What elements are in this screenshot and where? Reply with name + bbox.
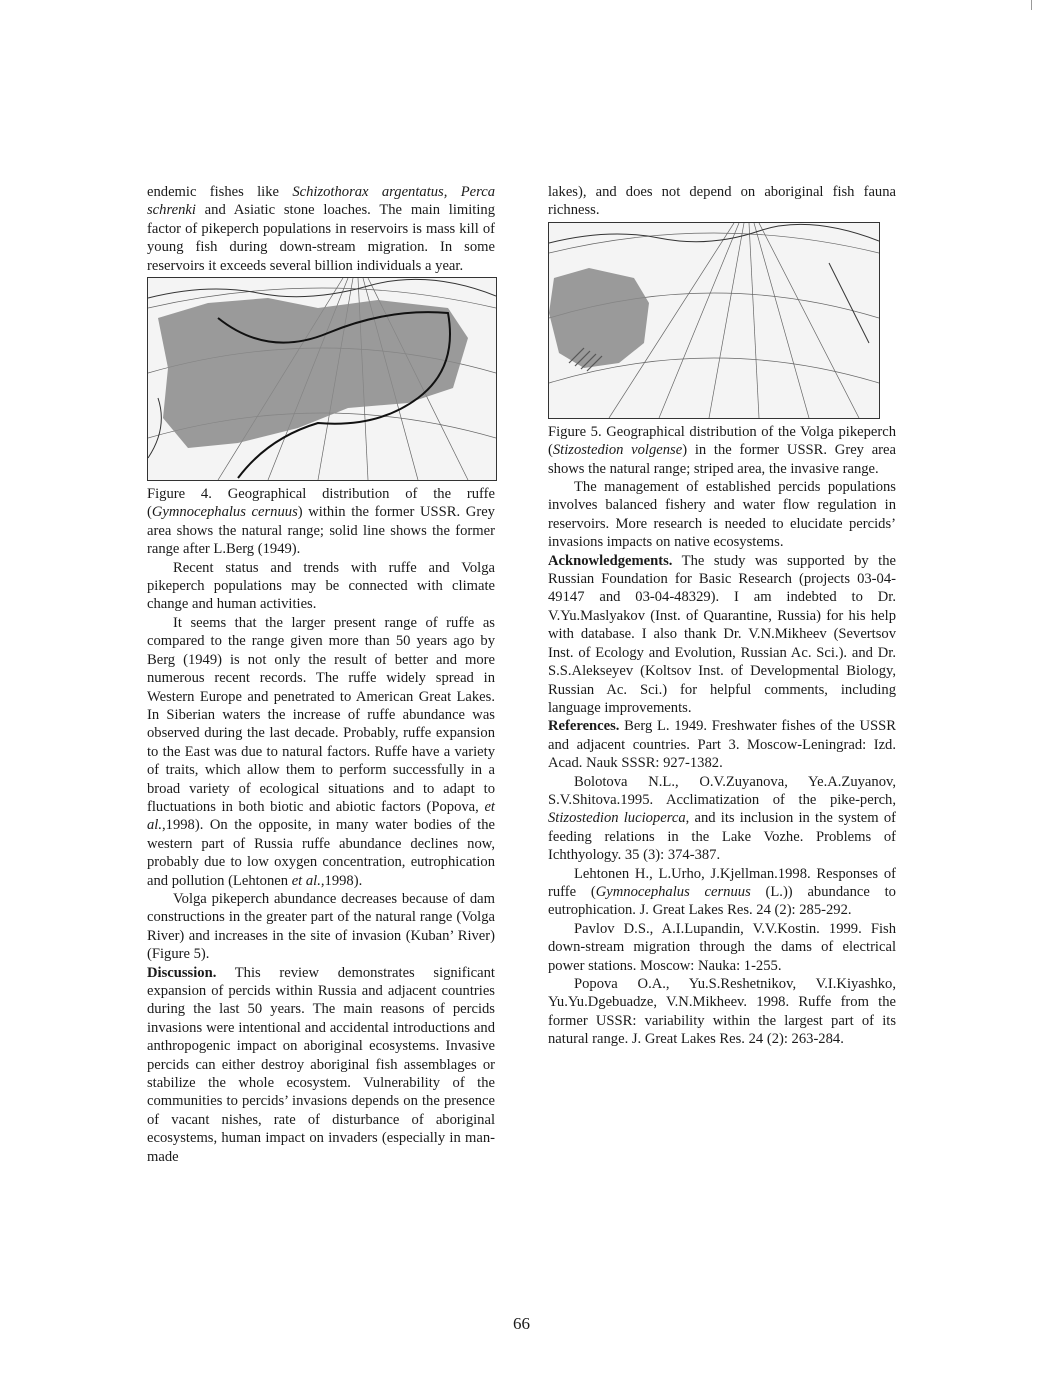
right-paragraph-2: The management of established percids populations involves balanced fishery and water flow regulation in reservoirs. More research is needed to elucidate percids’ invasions impacts on native ecosystems. (548, 479, 896, 551)
right-column (548, 183, 896, 1049)
reference-3: Lehtonen H., L.Urho, J.Kjellman.1998. Responses of ruffe (Gymnocephalus cernuus (L.)) abundance to eutrophication. J. Great Lakes Res. 24 (2): 285-292. (548, 865, 896, 919)
acknowledgements-paragraph: Acknowledgements. The study was supported by the Russian Foundation for Basic Research (projects 03-04-49147 and 03-04-48329). I am indebted to Dr. V.Yu.Maslyakov (Inst. of Quarantine, Russia) for his help with database. I also thank Dr. V.N.Mikheev (Severtsov Inst. of Ecology and Evolution, Russian Ac. Sci.). and Dr. S.S.Alekseyev (Koltsov Inst. of Developmental Biology, Russian Ac. Sci.) for helpful comments, including language improvements. (548, 552, 896, 716)
discussion-paragraph: Discussion. This review demonstrates significant expansion of percids within Russia and adjacent countries during the last 50 years. The main reasons of percids invasions were intentional and accidental introductions and anthropogenic impact on aboriginal ecosystems. Invasive percids can either destroy aboriginal fish assemblages or stabilize the whole ecosystem. Vulnerability of the communities to percids’ invasions depends on the presence of vacant nishes, rate of disturbance of aboriginal ecosystems, human impact on invaders (especially in man-made (147, 964, 495, 1165)
pikeperch-distribution-map (549, 223, 879, 418)
left-paragraph-1: endemic fishes like Schizothorax argentatus, Perca schrenki and Asiatic stone loaches. The main limiting factor of pikeperch populations in reservoirs is mass kill of young fish during down-stream migration. In some reservoirs it exceeds several billion individuals a year. (147, 184, 496, 274)
left-paragraph-3: It seems that the larger present range of ruffe as compared to the range given more than 50 years ago by Berg (1949) is not only the result of better and more numerous recent records. The ruffe widely spread in Western Europe and penetrated to American Great Lakes. In Siberian waters the increase of ruffe abundance was observed during the last decade. Probably, ruffe expansion to the East was due to natural factors. Ruffe have a variety of traits, which allow them to perform successfully in a broad variety of ecological situations and to adapt to fluctuations in both biotic and abiotic factors (Popova, et al.,1998). On the opposite, in many water bodies of the western part of Russia ruffe abundance declines now, probably due to low oxygen concentration, eutrophication and pollution (Lehtonen et al.,1998). (147, 614, 495, 889)
scan-mark (1031, 0, 1032, 10)
left-column (147, 183, 495, 1166)
left-paragraph-4: Volga pikeperch abundance decreases because of dam constructions in the greater part of the natural range (Volga River) and increases in the site of invasion (Kuban’ River) (Figure 5). (147, 890, 495, 963)
figure-5-caption: Figure 5. Geographical distribution of the Volga pikeperch (Stizostedion volgense) in the former USSR. Grey area shows the natural range; striped area, the invasive range. (548, 423, 896, 477)
figure-5-map (548, 222, 880, 419)
left-paragraph-2: Recent status and trends with ruffe and Volga pikeperch populations may be connected with climate change and human activities. (147, 559, 495, 613)
reference-4: Pavlov D.S., A.I.Lupandin, V.V.Kostin. 1999. Fish down-stream migration through the dams of electrical power stations. Moscow: Nauka: 1-255. (548, 920, 896, 974)
reference-5: Popova O.A., Yu.S.Reshetnikov, V.I.Kiyashko, Yu.Yu.Dgebuadze, V.N.Mikheev. 1998. Ruffe from the former USSR: variability within the largest part of its natural range. J. Great Lakes Res. 24 (2): 263-284. (548, 976, 896, 1048)
page-number: 66 (513, 1314, 530, 1333)
reference-1: References. Berg L. 1949. Freshwater fishes of the USSR and adjacent countries. Part 3. Moscow-Leningrad: Izd. Acad. Nauk SSSR: 927-1382. (548, 718, 896, 772)
ruffe-distribution-map (148, 278, 496, 480)
figure-4-map (147, 277, 497, 481)
figure-4-caption: Figure 4. Geographical distribution of the ruffe (Gymnocephalus cernuus) within the former USSR. Grey area shows the natural range; solid line shows the former range after L.Berg (1949). (147, 486, 495, 558)
reference-2: Bolotova N.L., O.V.Zuyanova, Ye.A.Zuyanov, S.V.Shitova.1995. Acclimatization of the pike-perch, Stizostedion lucioperca, and its inclusion in the system of feeding relations in the Lake Vozhe. Problems of Ichthyology. 35 (3): 374-387. (548, 773, 896, 864)
right-paragraph-1: lakes), and does not depend on aboriginal fish fauna richness. (548, 184, 896, 219)
